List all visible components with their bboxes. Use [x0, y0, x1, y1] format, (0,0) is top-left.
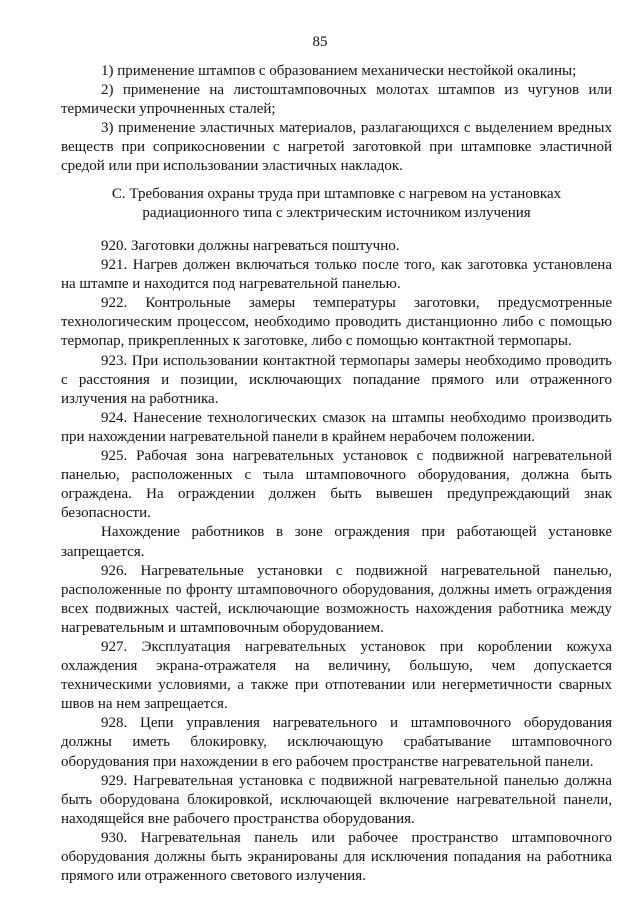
list-item: 2) применение на листоштамповочных молотах штампов из чугунов или термически упрочненных сталей;	[61, 82, 612, 118]
page-number: 85	[312, 34, 328, 50]
paragraph-924: 924. Нанесение технологических смазок на штампы необходимо производить при нахождении нагревательной панели в крайнем нерабочем положении.	[61, 409, 612, 445]
section-heading-line: радиационного типа с электрическим источником излучения	[142, 205, 531, 222]
paragraph-927: 927. Эксплуатация нагревательных установок при короблении кожуха охлаждения экрана-отражателя на величину, большую, чем допускается техническими условиями, а также при отпотевании или негерметичности сварных швов на нем запрещается.	[61, 638, 612, 713]
paragraph-925-note: Нахождение работников в зоне ограждения при работающей установке запрещается.	[61, 524, 612, 560]
list-item: 3) применение эластичных материалов, разлагающихся с выделением вредных веществ при соприкосновении с нагретой заготовкой при штамповке эластичной средой или при использовании эластичных накладок.	[61, 120, 612, 175]
paragraph-920: 920. Заготовки должны нагреваться поштучно.	[101, 238, 400, 254]
paragraph-930: 930. Нагревательная панель или рабочее пространство штамповочного оборудования должны быть экранированы для исключения попадания на работника прямого или отраженного светового излучения.	[61, 829, 612, 885]
list-item: 1) применение штампов с образованием механически нестойкой окалины;	[101, 63, 577, 79]
paragraph-928: 928. Цепи управления нагревательного и штамповочного оборудования должны иметь блокировку, исключающую срабатывание штамповочного оборудования при нахождении в его рабочем пространстве нагревательной панели.	[61, 715, 612, 770]
paragraph-921: 921. Нагрев должен включаться только после того, как заготовка установлена на штампе и находится под нагревательной панелью.	[61, 257, 612, 293]
list-block	[61, 62, 612, 177]
paragraph-926: 926. Нагревательные установки с подвижной нагревательной панелью, расположенные по фронту штамповочного оборудования, должны иметь ограждения всех подвижных частей, исключающие возможность нахождения работника между нагревательным и штамповочным оборудованием.	[61, 562, 612, 636]
paragraph-929: 929. Нагревательная установка с подвижной нагревательной панелью должна быть оборудована блокировкой, исключающей включение нагревательной панели, находящейся вне рабочего пространства оборудования.	[61, 772, 612, 827]
paragraph-923: 923. При использовании контактной термопары замеры необходимо проводить с расстояния и позиции, исключающих попадание прямого или отраженного излучения на работника.	[61, 352, 612, 407]
section-heading	[61, 185, 612, 223]
section-heading-line: С. Требования охраны труда при штамповке с нагревом на установках	[111, 186, 562, 202]
paragraphs-block	[61, 237, 612, 886]
paragraph-925: 925. Рабочая зона нагревательных установок с подвижной нагревательной панелью, расположенных с тыла штамповочного оборудования, должна быть ограждена. На ограждении должен быть вывешен предупреждающий знак безопасности.	[61, 448, 612, 522]
paragraph-922: 922. Контрольные замеры температуры заготовки, предусмотренные технологическим процессом, необходимо проводить дистанционно либо с помощью термопар, прикрепленных к заготовке, либо с помощью контактной термопары.	[61, 295, 612, 350]
